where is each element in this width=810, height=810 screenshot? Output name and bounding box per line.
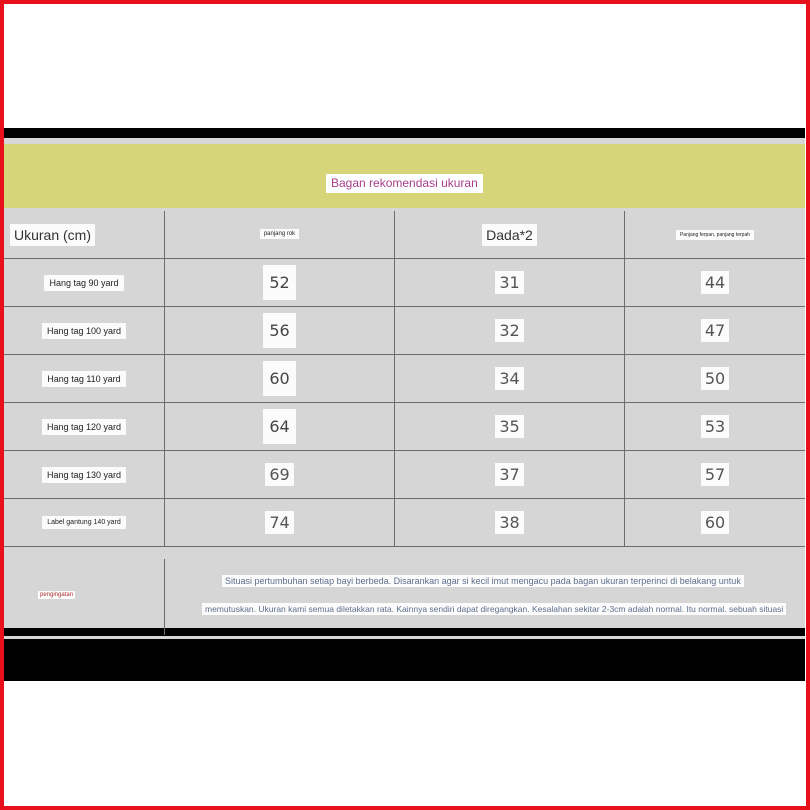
table-cell-chest: 34: [395, 355, 625, 403]
table-cell-length: 50: [625, 355, 805, 403]
footer-note-text-cell: [165, 559, 805, 635]
table-cell-skirt: 52: [165, 259, 395, 307]
size-table: [4, 211, 805, 547]
title-band: [4, 144, 805, 208]
table-cell-length: 60: [625, 499, 805, 547]
table-cell-skirt: 74: [165, 499, 395, 547]
table-cell-skirt: 69: [165, 451, 395, 499]
table-cell-chest: 32: [395, 307, 625, 355]
footer-note-line-1: Situasi pertumbuhan setiap bayi berbeda. Disarankan agar si kecil imut mengacu pada bagan ukuran terperinci di belakang untuk: [222, 575, 744, 587]
header-skirt-length: [165, 211, 395, 259]
header-size: [4, 211, 165, 259]
table-cell-length: 44: [625, 259, 805, 307]
header-size-label: Ukuran (cm): [10, 224, 95, 246]
table-row-label: Hang tag 120 yard: [4, 403, 165, 451]
footer-note-label-cell: [4, 559, 165, 635]
table-cell-chest: 31: [395, 259, 625, 307]
table-cell-chest: 38: [395, 499, 625, 547]
table-cell-chest: 37: [395, 451, 625, 499]
table-row-label: Hang tag 130 yard: [4, 451, 165, 499]
footer-note-label: pengingatan: [40, 592, 74, 598]
footer-note-row: [4, 559, 805, 635]
table-cell-skirt: 64: [165, 403, 395, 451]
footer-note-line-2: memutuskan. Ukuran kami semua diletakkan rata. Kainnya sendiri dapat diregangkan. Kesalahan sekitar 2-3cm adalah normal. Itu normal. sebuah situasi: [202, 603, 786, 615]
table-cell-length: 53: [625, 403, 805, 451]
table-row-label: Hang tag 100 yard: [4, 307, 165, 355]
table-cell-skirt: 56: [165, 307, 395, 355]
table-row-label: Hang tag 110 yard: [4, 355, 165, 403]
header-length: [625, 211, 805, 259]
table-cell-length: 57: [625, 451, 805, 499]
header-chest-label: Dada*2: [482, 224, 537, 246]
header-length-label: Panjang ferpan, panjang terpah: [676, 230, 754, 240]
table-cell-chest: 35: [395, 403, 625, 451]
table-row-label: Label gantung 140 yard: [4, 499, 165, 547]
header-chest: [395, 211, 625, 259]
size-chart-body: [4, 138, 805, 628]
header-skirt-length-label: panjang rok: [260, 229, 299, 239]
table-bottom-border: [4, 636, 805, 639]
chart-title: Bagan rekomendasi ukuran: [326, 174, 483, 193]
size-chart: [4, 128, 805, 681]
table-cell-length: 47: [625, 307, 805, 355]
table-cell-skirt: 60: [165, 355, 395, 403]
table-row-label: Hang tag 90 yard: [4, 259, 165, 307]
